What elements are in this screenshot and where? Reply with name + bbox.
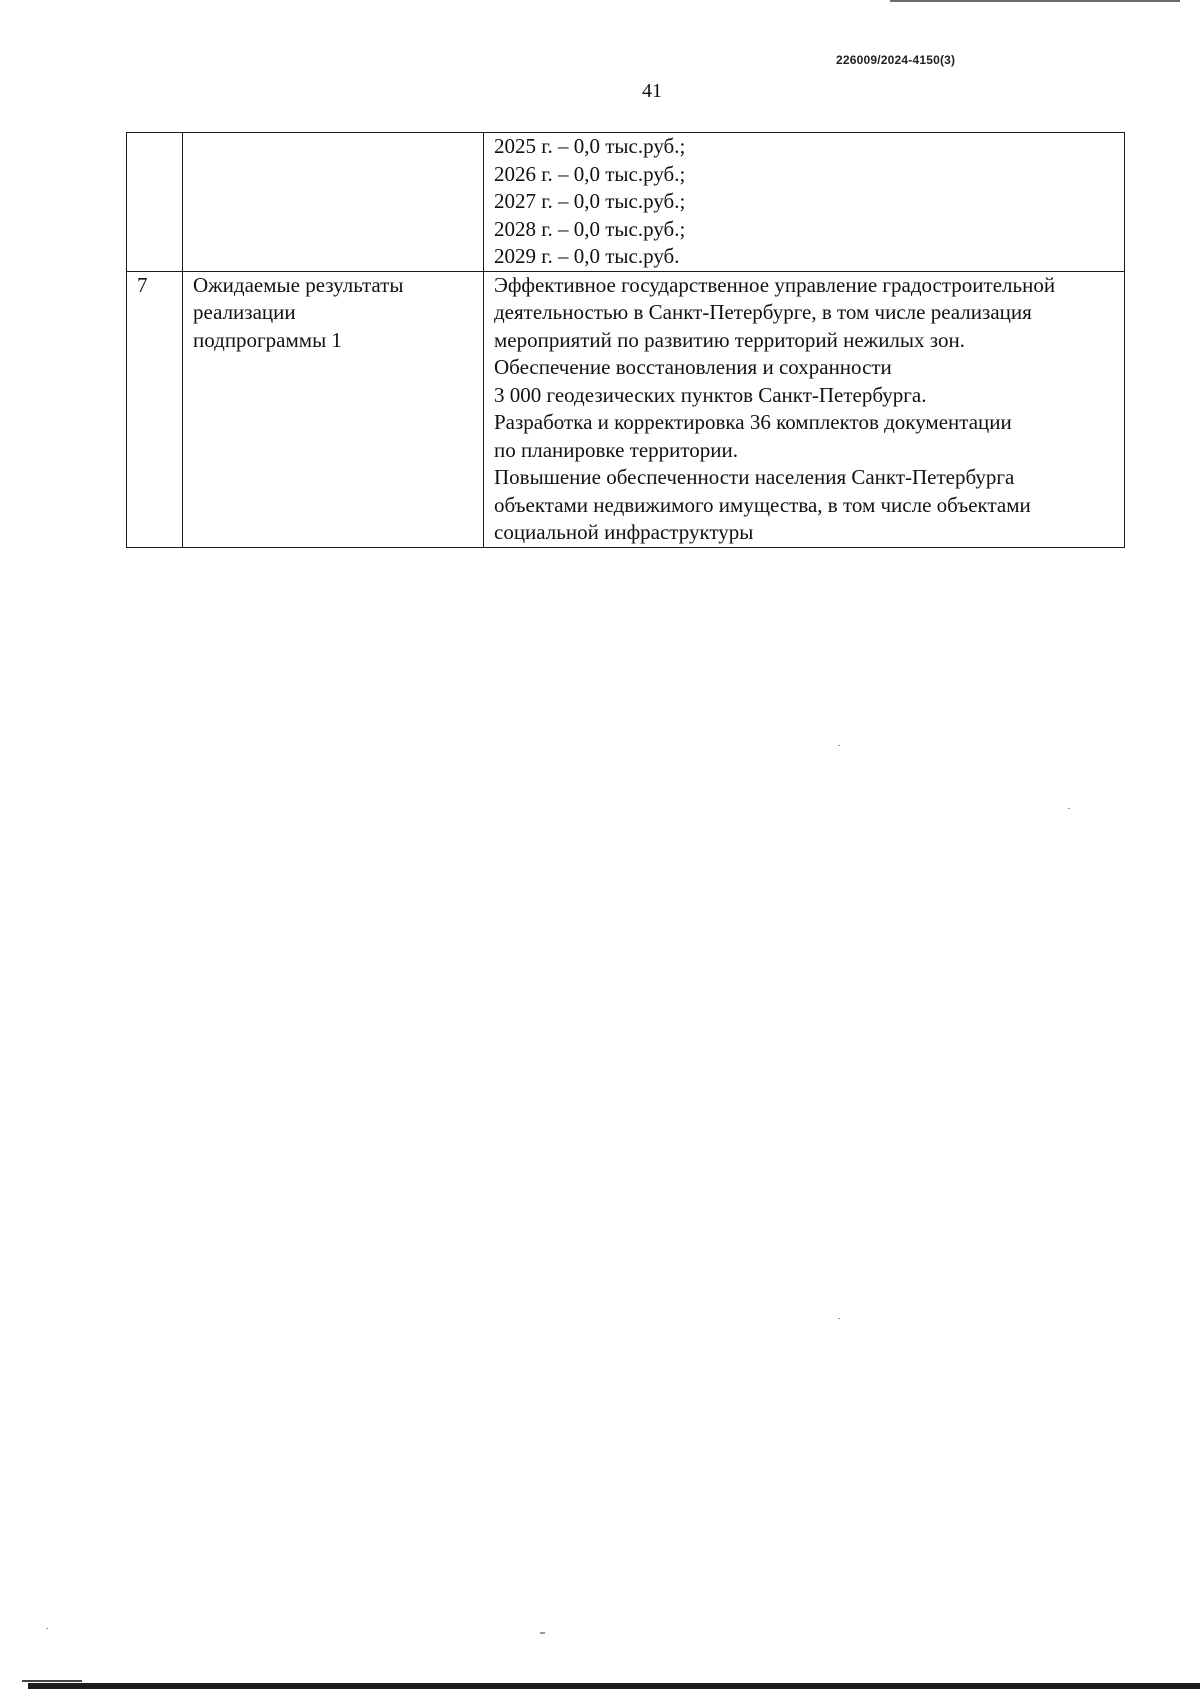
passport-table: [126, 132, 1125, 548]
result-line: Обеспечение восстановления и сохранности: [494, 355, 892, 379]
scan-edge-bottom-left: [22, 1680, 82, 1682]
page-number: 41: [642, 80, 662, 102]
scan-speck: [540, 1632, 545, 1634]
funding-line-2028: 2028 г. – 0,0 тыс.руб.;: [494, 216, 686, 241]
result-line: мероприятий по развитию территорий нежилых зон.: [494, 327, 965, 352]
row-number: 7: [137, 272, 148, 297]
result-line: Разработка и корректировка 36 комплектов документации: [494, 410, 1012, 434]
result-line: по планировке территории.: [494, 437, 739, 462]
document-registration-code: 226009/2024-4150(3): [836, 53, 956, 67]
result-line: социальной инфраструктуры: [494, 520, 754, 544]
result-line: Эффективное государственное управление градостроительной: [494, 272, 1056, 297]
scan-speck: [838, 1318, 840, 1319]
scan-speck: [1068, 808, 1070, 809]
result-line: объектами недвижимого имущества, в том числе объектами: [494, 492, 1031, 517]
funding-line-2029: 2029 г. – 0,0 тыс.руб.: [494, 244, 680, 268]
result-line: Повышение обеспеченности населения Санкт-Петербурга: [494, 465, 1015, 489]
row-name-line: реализации: [193, 300, 296, 324]
row-number-cell: [127, 271, 183, 547]
scan-speck: [46, 1628, 48, 1629]
table-row: [127, 271, 1125, 547]
result-line: деятельностью в Санкт-Петербурге, в том числе реализация: [494, 300, 1032, 324]
funding-line-2026: 2026 г. – 0,0 тыс.руб.;: [494, 161, 686, 186]
row-name-cell: [183, 133, 484, 272]
scan-edge-top: [890, 0, 1180, 2]
row-name-line: Ожидаемые результаты: [193, 272, 404, 297]
result-line: 3 000 геодезических пунктов Санкт-Петербурга.: [494, 382, 927, 407]
scan-speck: [838, 745, 840, 746]
scan-edge-bottom: [28, 1683, 1200, 1689]
row-value-cell: [484, 133, 1125, 272]
row-value-cell: [484, 271, 1125, 547]
row-name-cell: [183, 271, 484, 547]
row-number-cell: [127, 133, 183, 272]
funding-line-2027: 2027 г. – 0,0 тыс.руб.;: [494, 189, 686, 213]
table-row: [127, 133, 1125, 272]
row-name-line: подпрограммы 1: [193, 327, 342, 352]
funding-line-2025: 2025 г. – 0,0 тыс.руб.;: [494, 134, 686, 158]
